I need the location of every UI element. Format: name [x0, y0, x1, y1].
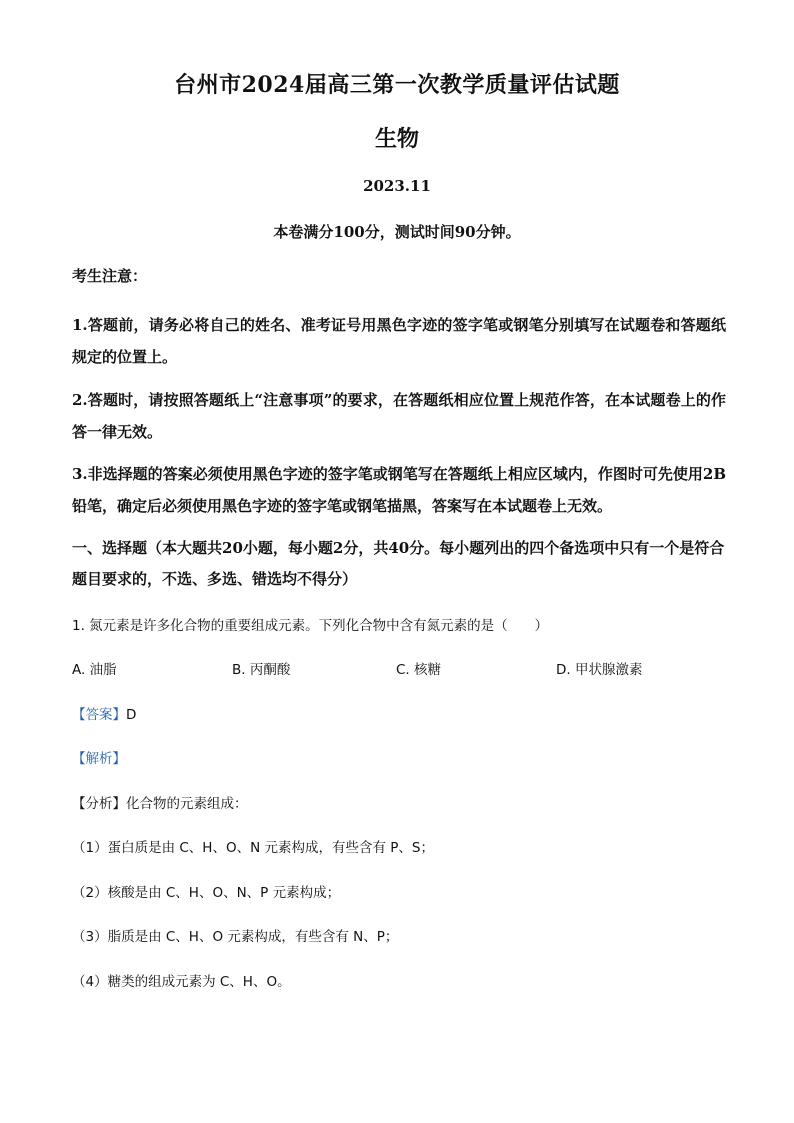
answer-line	[72, 703, 136, 723]
analysis-line	[72, 747, 126, 767]
fenxi-line	[72, 792, 248, 812]
answer-value: D	[126, 707, 137, 723]
notice-item-3: 3.非选择题的答案必须使用黑色字迹的签字笔或钢笔写在答题纸上相应区域内，作图时可先使用2B铅笔，确定后必须使用黑色字迹的签字笔或钢笔描黑，答案写在本试题卷上无效。	[72, 465, 726, 515]
option-b: B. 丙酮酸	[232, 662, 291, 678]
point-2: （2）核酸是由 C、H、O、N、P 元素构成；	[72, 885, 341, 901]
option-d: D. 甲状腺激素	[556, 662, 643, 678]
point-3: （3）脂质是由 C、H、O 元素构成，有些含有 N、P；	[72, 929, 399, 945]
subject-heading: 生物	[374, 126, 419, 152]
option-c: C. 核糖	[396, 662, 442, 678]
notice-item-2: 2.答题时，请按照答题纸上“注意事项”的要求，在答题纸相应位置上规范作答，在本试题卷上的作答一律无效。	[72, 391, 726, 441]
fenxi-text: 化合物的元素组成：	[126, 796, 248, 812]
page-title: 台州市2024届高三第一次教学质量评估试题	[174, 72, 620, 98]
section-heading: 一、选择题（本大题共20小题，每小题2分，共40分。每小题列出的四个备选项中只有一个是符合题目要求的，不选、多选、错选均不得分）	[72, 539, 725, 588]
answer-tag: 【答案】	[72, 707, 126, 723]
point-1: （1）蛋白质是由 C、H、O、N 元素构成，有些含有 P、S；	[72, 840, 434, 856]
point-4: （4）糖类的组成元素为 C、H、O。	[72, 974, 291, 990]
analysis-tag: 【解析】	[72, 751, 126, 767]
fenxi-tag: 【分析】	[72, 796, 126, 812]
notice-item-1: 1.答题前，请务必将自己的姓名、准考证号用黑色字迹的签字笔或钢笔分别填写在试题卷和答题纸规定的位置上。	[72, 316, 726, 366]
option-a: A. 油脂	[72, 662, 117, 678]
question-1-stem: 1. 氮元素是许多化合物的重要组成元素。下列化合物中含有氮元素的是（ ）	[72, 618, 549, 634]
exam-date: 2023.11	[363, 177, 431, 195]
score-info: 本卷满分100分，测试时间90分钟。	[273, 223, 521, 241]
notice-label: 考生注意：	[72, 267, 148, 285]
